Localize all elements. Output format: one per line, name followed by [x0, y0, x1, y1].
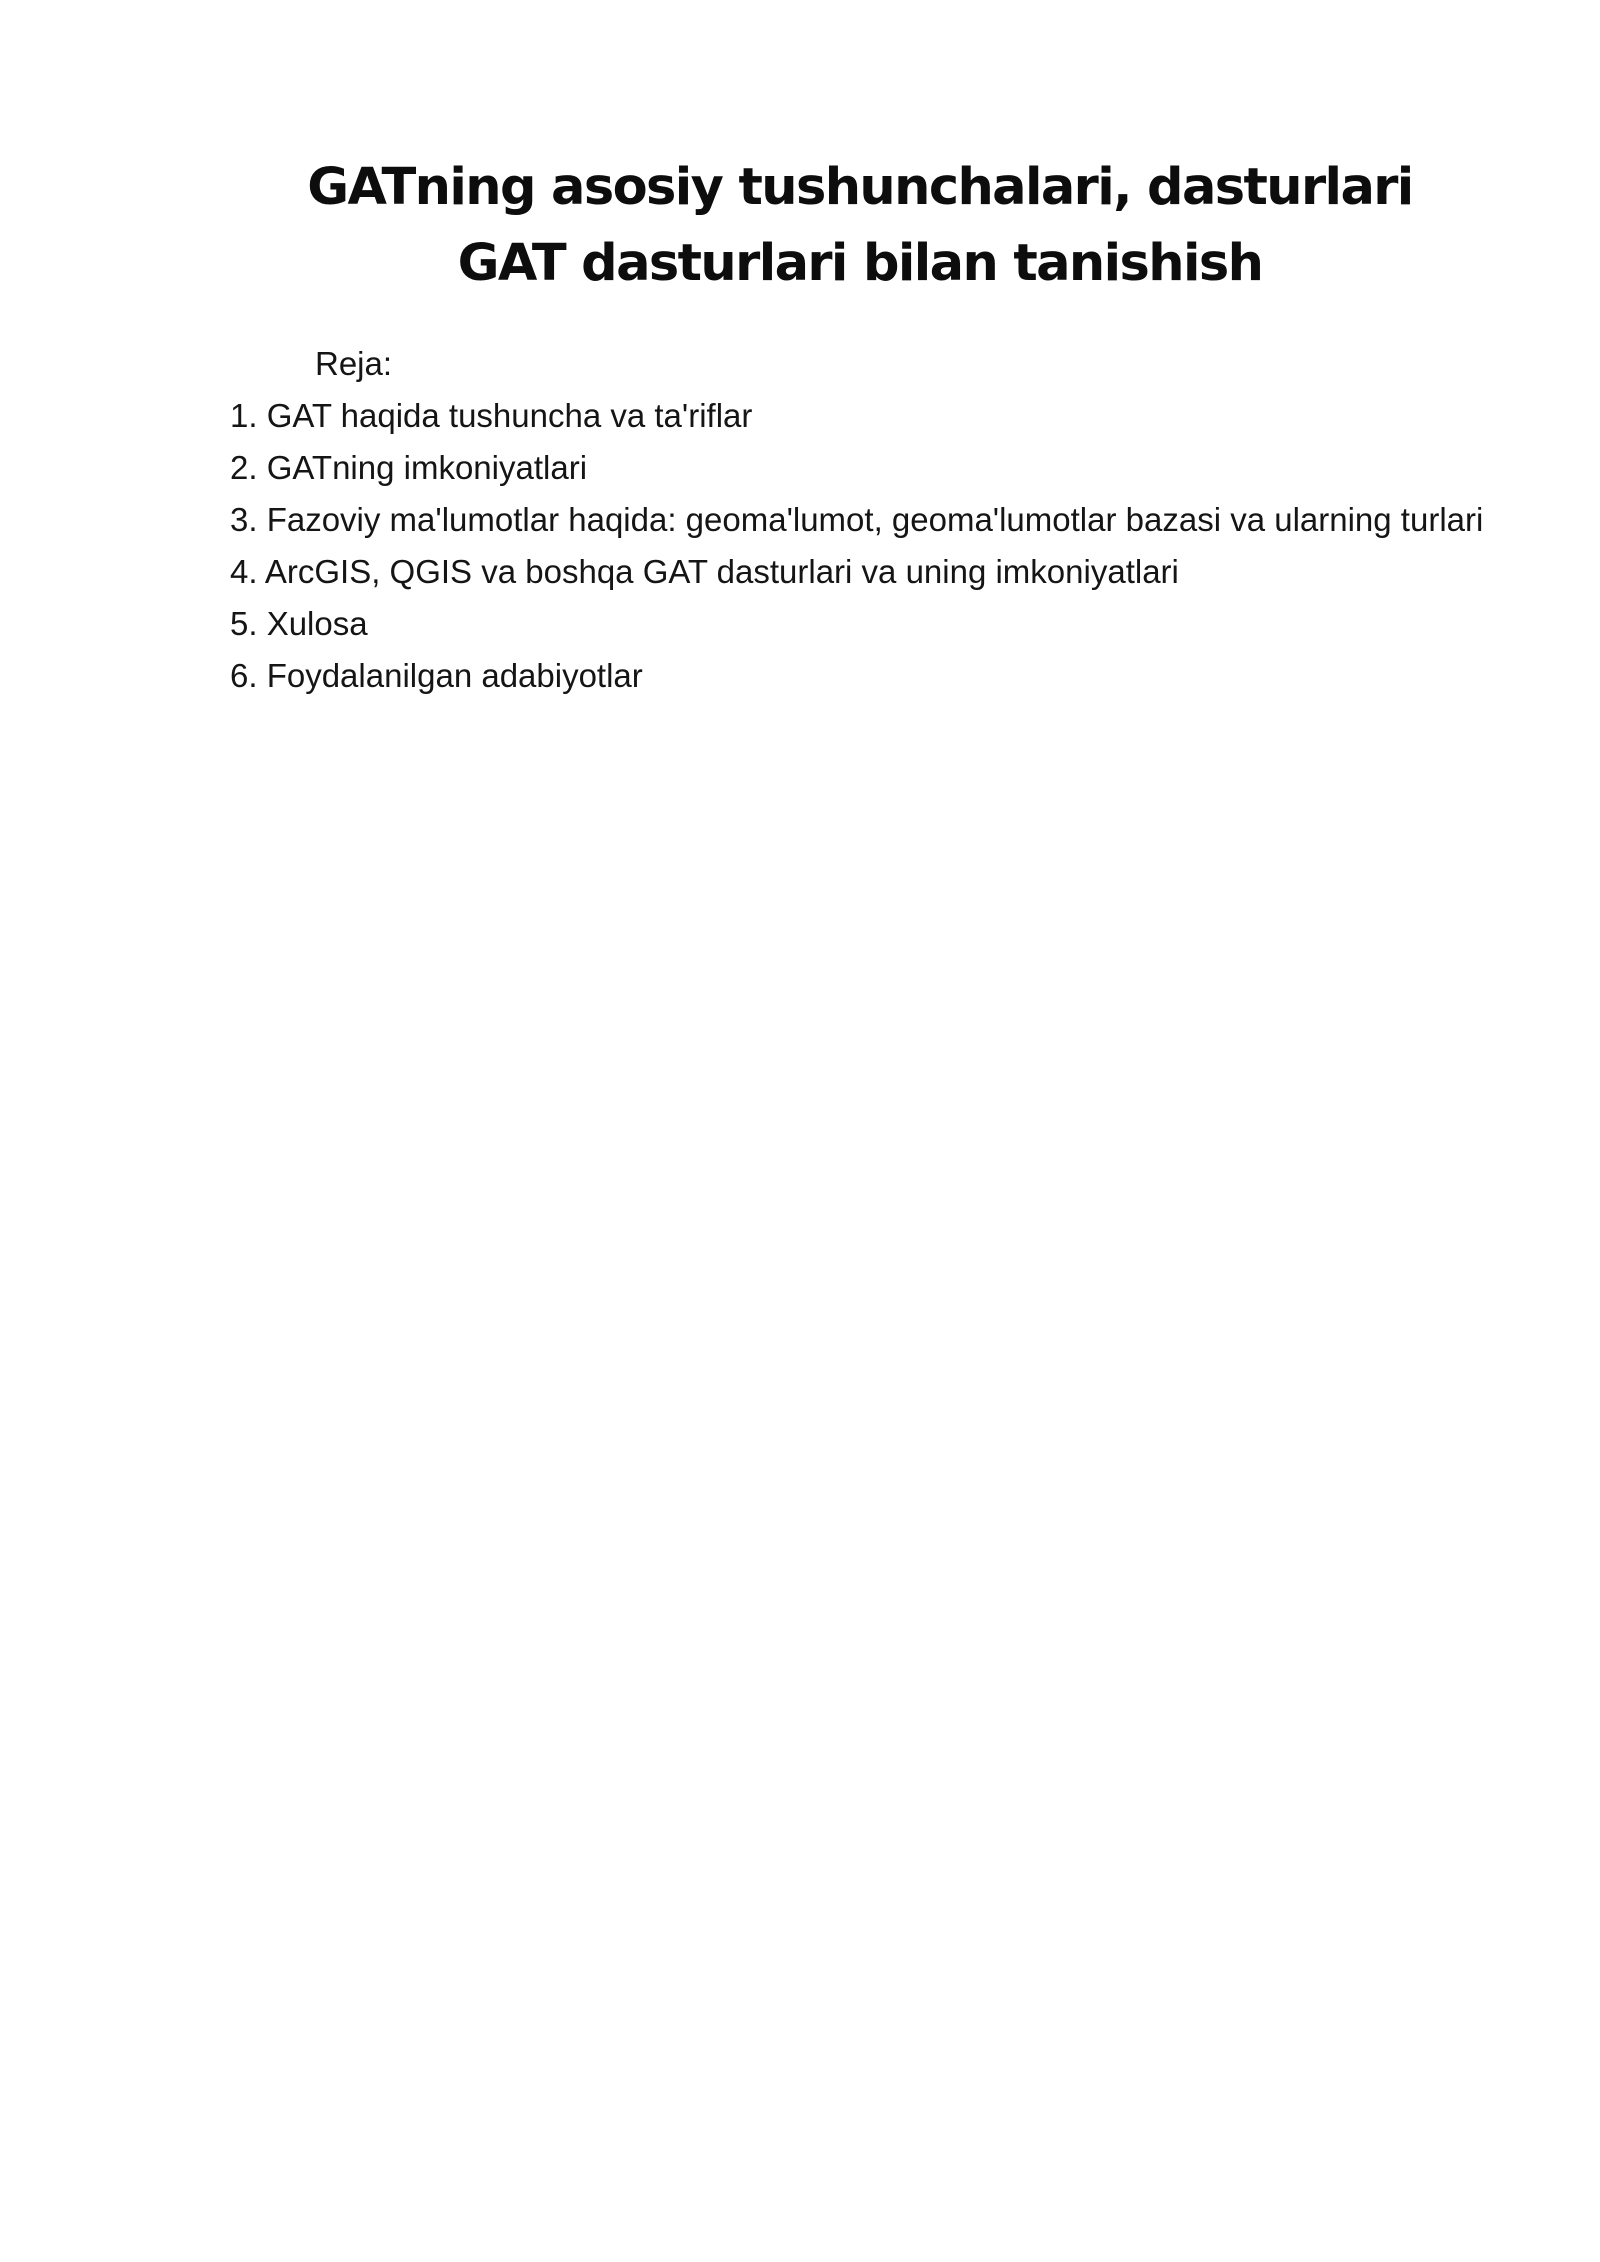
plan-item-1: 1. GAT haqida tushuncha va ta'riflar — [230, 397, 753, 434]
document-title — [0, 150, 1600, 302]
plan-heading: Reja: — [315, 345, 393, 382]
plan-item-2: 2. GATning imkoniyatlari — [230, 449, 588, 486]
plan-item-4: 4. ArcGIS, QGIS va boshqa GAT dasturlari va uning imkoniyatlari — [230, 553, 1179, 590]
plan-section — [230, 338, 1494, 702]
plan-list — [230, 390, 1494, 702]
plan-item-3: 3. Fazoviy ma'lumotlar haqida: geoma'lumot, geoma'lumotlar bazasi va ularning turlari — [230, 501, 1484, 538]
title-line-1: GATning asosiy tushunchalari, dasturlari — [307, 158, 1413, 217]
plan-item-6: 6. Foydalanilgan adabiyotlar — [230, 657, 643, 694]
title-line-2: GAT dasturlari bilan tanishish — [457, 234, 1263, 293]
plan-item-5: 5. Xulosa — [230, 605, 368, 642]
